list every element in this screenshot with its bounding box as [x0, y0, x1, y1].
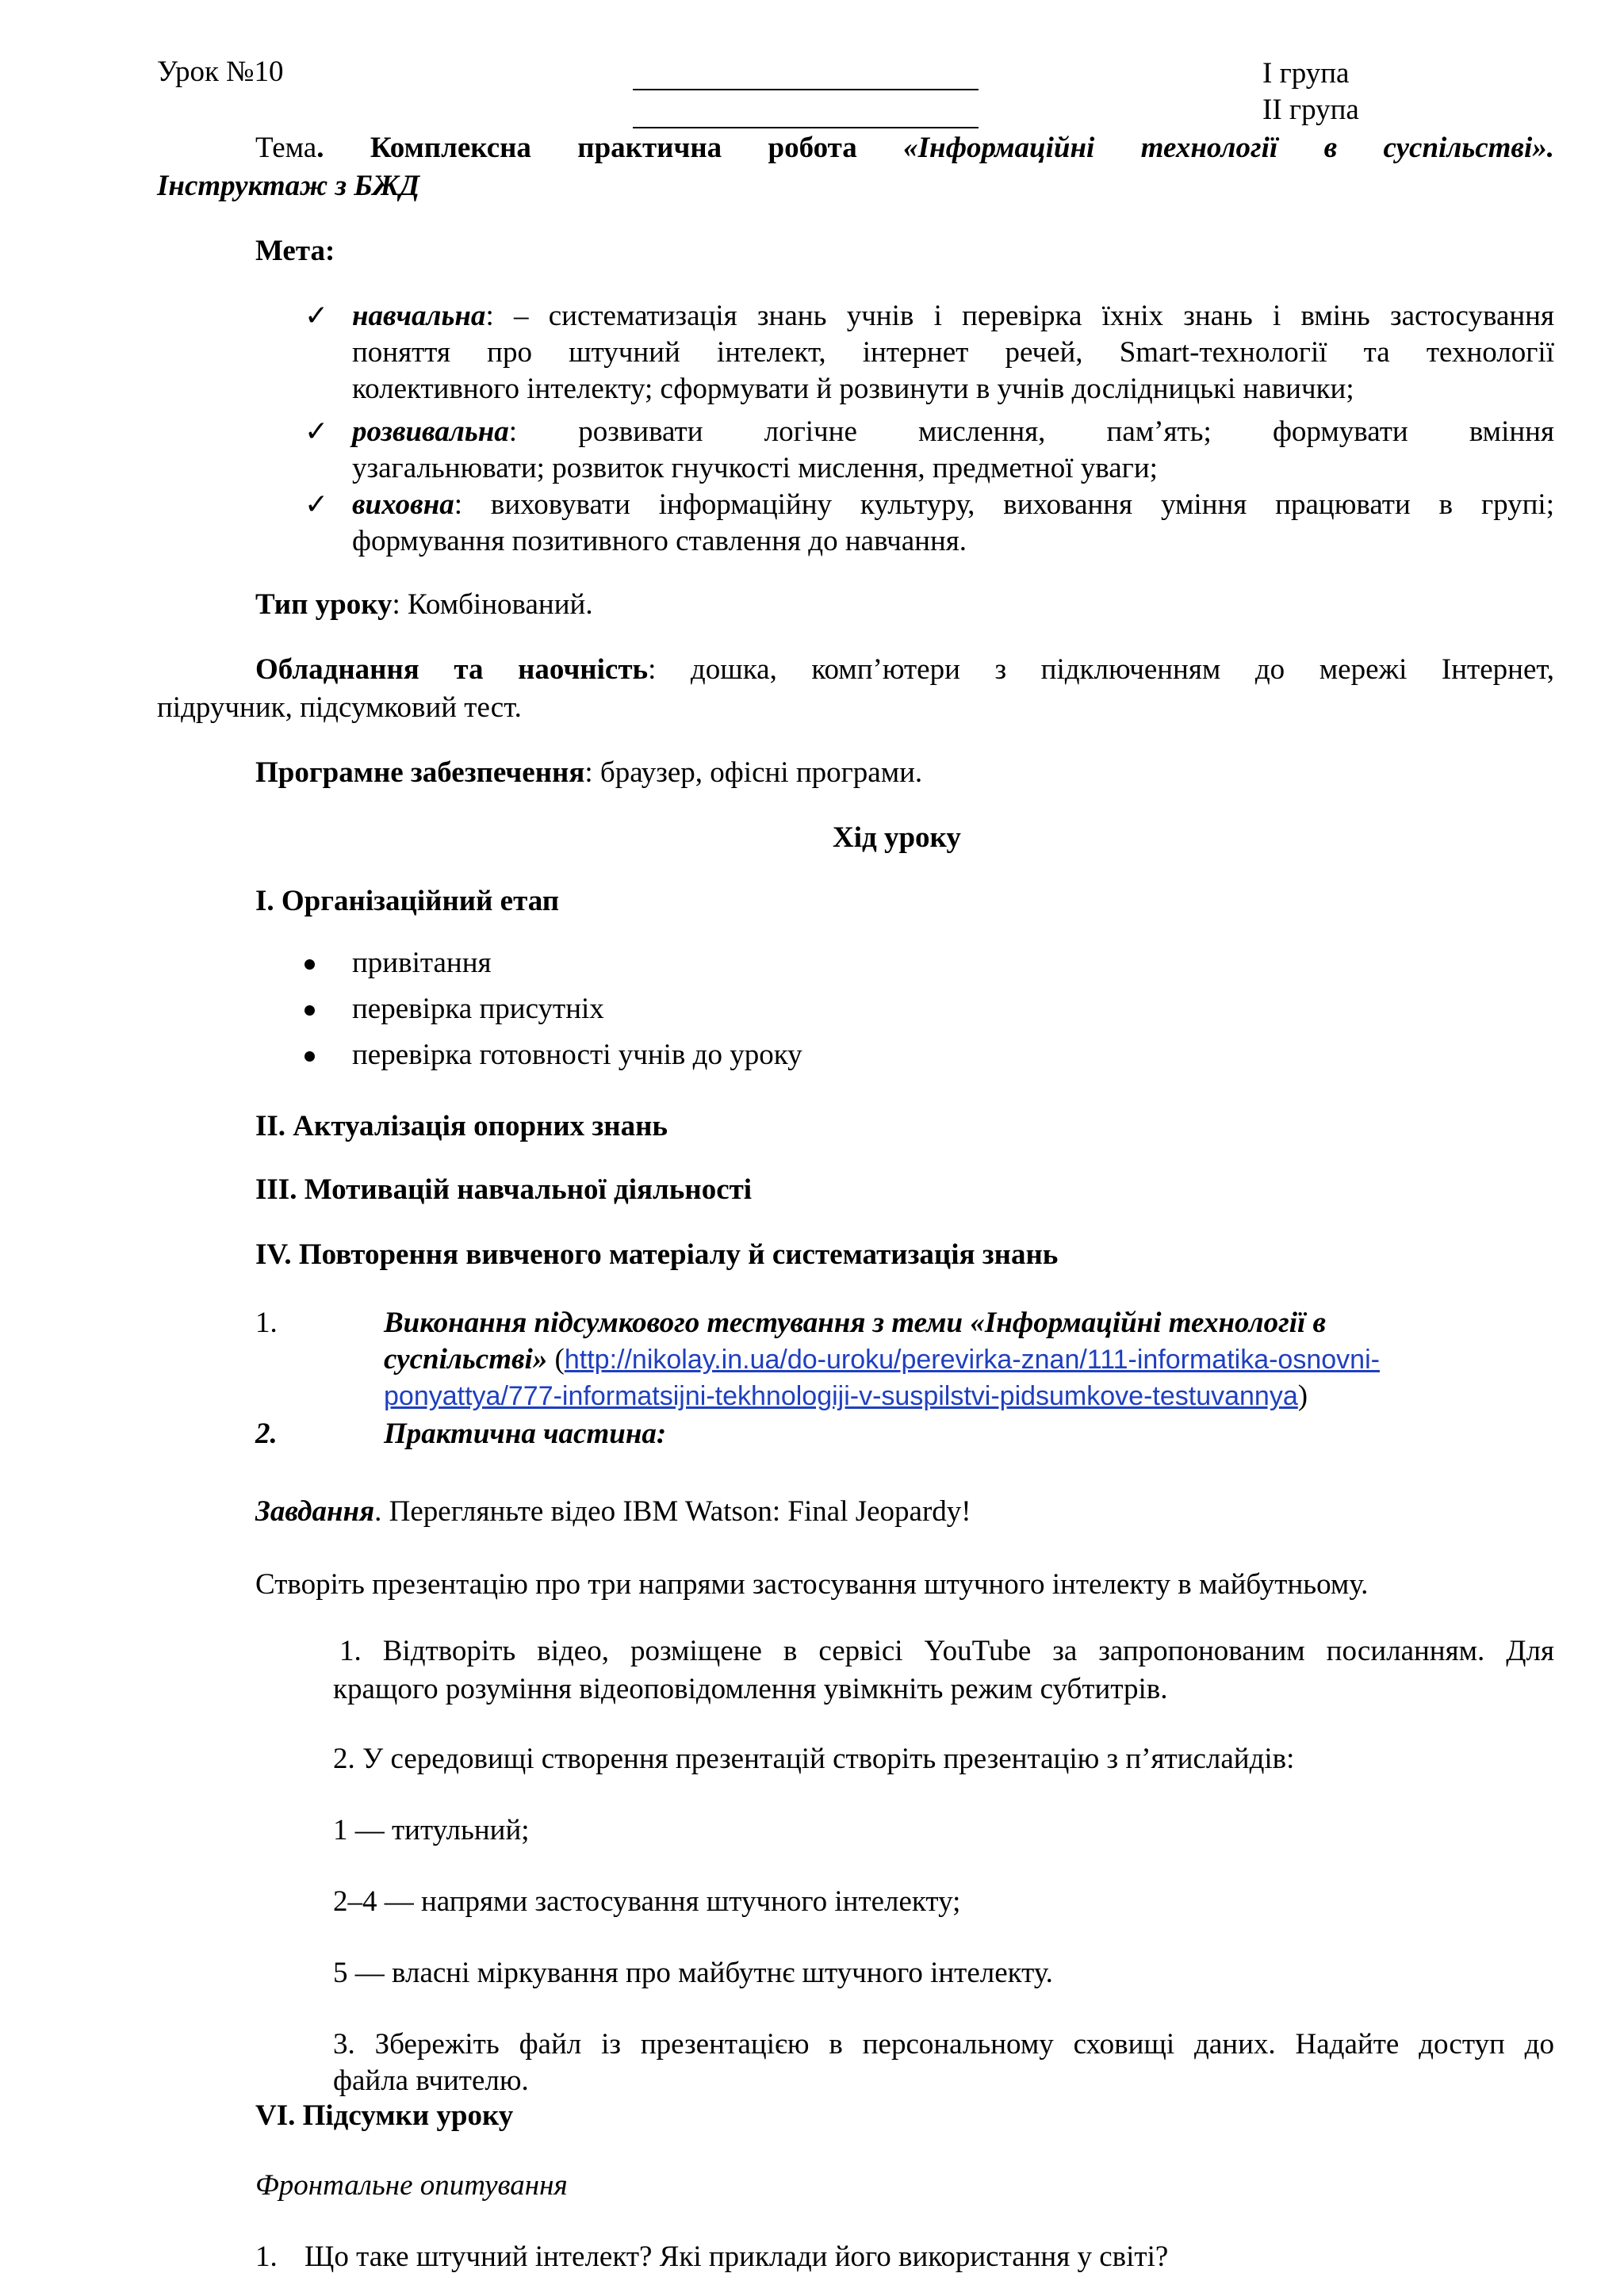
- question-number: 1.: [255, 2241, 278, 2273]
- paren-open: (: [547, 1343, 565, 1376]
- goal-term: розвивальна: [352, 415, 509, 448]
- item-1-line-3: [384, 1378, 1308, 1414]
- lesson-type-label: Тип уроку: [255, 588, 393, 621]
- signature-line-1: [633, 89, 979, 90]
- goal-term: навчальна: [352, 300, 486, 332]
- paren-close: ): [1297, 1380, 1308, 1412]
- item-1-topic: суспільстві»: [384, 1343, 548, 1376]
- item-1-number: 1.: [255, 1307, 278, 1339]
- goal-text: : розвивати логічне мислення, пам’ять; формувати вміння: [508, 415, 1554, 448]
- goal-upbringing-line-2: формування позитивного ставлення до навчання.: [352, 525, 967, 557]
- group-1: І група: [1262, 57, 1350, 90]
- test-link-continued[interactable]: ponyattya/777-informatsijni-tekhnologiji-v-suspilstvi-pidsumkove-testuvannya: [384, 1381, 1298, 1411]
- item-1-line-2: [384, 1341, 1380, 1378]
- slide-5: 5 — власні міркування про майбутнє штучного інтелекту.: [333, 1957, 1053, 1989]
- goal-educational-line-1: [352, 298, 1554, 335]
- stage-1-bullet: перевірка присутніх: [352, 993, 604, 1025]
- equipment-line-2: підручник, підсумковий тест.: [157, 691, 522, 724]
- task-create: Створіть презентацію про три напрями застосування штучного інтелекту в майбутньому.: [255, 1568, 1369, 1601]
- stage-2-heading: II. Актуалізація опорних знань: [255, 1110, 668, 1142]
- item-2-title: Практична частина:: [384, 1418, 667, 1450]
- task-step-3-line-1: 3. Збережіть файл із презентацією в персональному сховищі даних. Надайте доступ до: [333, 2028, 1554, 2061]
- topic-title: Комплексна практична робота: [370, 132, 857, 164]
- goal-educational-line-2: поняття про штучний інтелект, інтернет речей, Smart-технології та технології: [352, 336, 1554, 369]
- stage-4-heading: IV. Повторення вивченого матеріалу й систематизація знань: [255, 1238, 1059, 1271]
- topic-line: [255, 130, 1554, 166]
- stage-1-heading: I. Організаційний етап: [255, 885, 560, 917]
- task-line: [255, 1494, 971, 1530]
- slide-2-4: 2–4 — напрями застосування штучного інтелекту;: [333, 1885, 961, 1918]
- equipment-line-1: [255, 652, 1554, 688]
- checkmark-icon: ✓: [304, 300, 329, 332]
- lesson-type: [255, 587, 593, 623]
- lesson-number: Урок №10: [157, 55, 284, 88]
- stage-1-bullet: привітання: [352, 947, 492, 979]
- stage-3-heading: III. Мотивацій навчальної діяльності: [255, 1173, 753, 1206]
- task-step-1-line-1: 1. Відтворіть відео, розміщене в сервісі YouTube за запропонованим посиланням. Для: [339, 1635, 1554, 1667]
- summary-heading: VI. Підсумки уроку: [255, 2099, 514, 2132]
- item-2-number: 2.: [255, 1418, 278, 1450]
- software-label: Програмне забезпечення: [255, 756, 585, 789]
- group-2: ІІ група: [1262, 94, 1359, 126]
- topic-title-italic: «Інформаційні технології в суспільстві».: [903, 132, 1554, 164]
- checkmark-icon: ✓: [304, 488, 329, 521]
- software: [255, 755, 922, 791]
- goal-educational-line-3: колективного інтелекту; сформувати й розвинути в учнів дослідницькі навички;: [352, 373, 1354, 405]
- goal-text: : – систематизація знань учнів і перевірка їхніх знань і вмінь застосування: [485, 300, 1554, 332]
- item-1-line-1: Виконання підсумкового тестування з теми «Інформаційні технології в: [384, 1307, 1327, 1339]
- bullet-icon: [304, 1005, 315, 1016]
- checkmark-icon: ✓: [304, 415, 329, 448]
- topic-dot: .: [316, 132, 324, 164]
- slide-1: 1 — титульний;: [333, 1814, 530, 1846]
- goal-developmental-line-1: [352, 414, 1554, 450]
- lesson-type-value: : Комбінований.: [392, 588, 593, 621]
- goal-developmental-line-2: узагальнювати; розвиток гнучкості мислення, предметної уваги;: [352, 452, 1158, 484]
- bullet-icon: [304, 1051, 315, 1062]
- summary-subheading: Фронтальне опитування: [255, 2169, 568, 2202]
- goal-text: : виховувати інформаційну культуру, виховання уміння працювати в групі;: [454, 488, 1554, 521]
- stage-1-bullet: перевірка готовності учнів до уроку: [352, 1039, 802, 1071]
- question-1: Що таке штучний інтелект? Які приклади його використання у світі?: [304, 2241, 1169, 2273]
- goal-heading: Мета:: [255, 235, 335, 267]
- equipment-text: : дошка, комп’ютери з підключенням до мережі Інтернет,: [648, 653, 1555, 686]
- equipment-label: Обладнання та наочність: [255, 653, 649, 686]
- course-heading: Хід уроку: [833, 821, 961, 854]
- task-step-1-line-2: кращого розуміння відеоповідомлення увімкніть режим субтитрів.: [333, 1673, 1168, 1705]
- task-label: Завдання: [255, 1495, 375, 1528]
- test-link[interactable]: http://nikolay.in.ua/do-uroku/perevirka-znan/111-informatika-osnovni-: [564, 1345, 1380, 1375]
- bullet-icon: [304, 959, 315, 970]
- topic-line-2: Інструктаж з БЖД: [157, 170, 420, 202]
- topic-label: Тема: [255, 132, 317, 164]
- goal-term: виховна: [352, 488, 454, 521]
- task-step-3-line-2: файла вчителю.: [333, 2064, 529, 2097]
- signature-line-2: [633, 127, 979, 128]
- task-step-2: 2. У середовищі створення презентацій створіть презентацію з п’ятислайдів:: [333, 1743, 1295, 1775]
- task-text: . Перегляньте відео IBM Watson: Final Jeopardy!: [374, 1495, 971, 1528]
- goal-upbringing-line-1: [352, 487, 1554, 523]
- software-value: : браузер, офісні програми.: [584, 756, 923, 789]
